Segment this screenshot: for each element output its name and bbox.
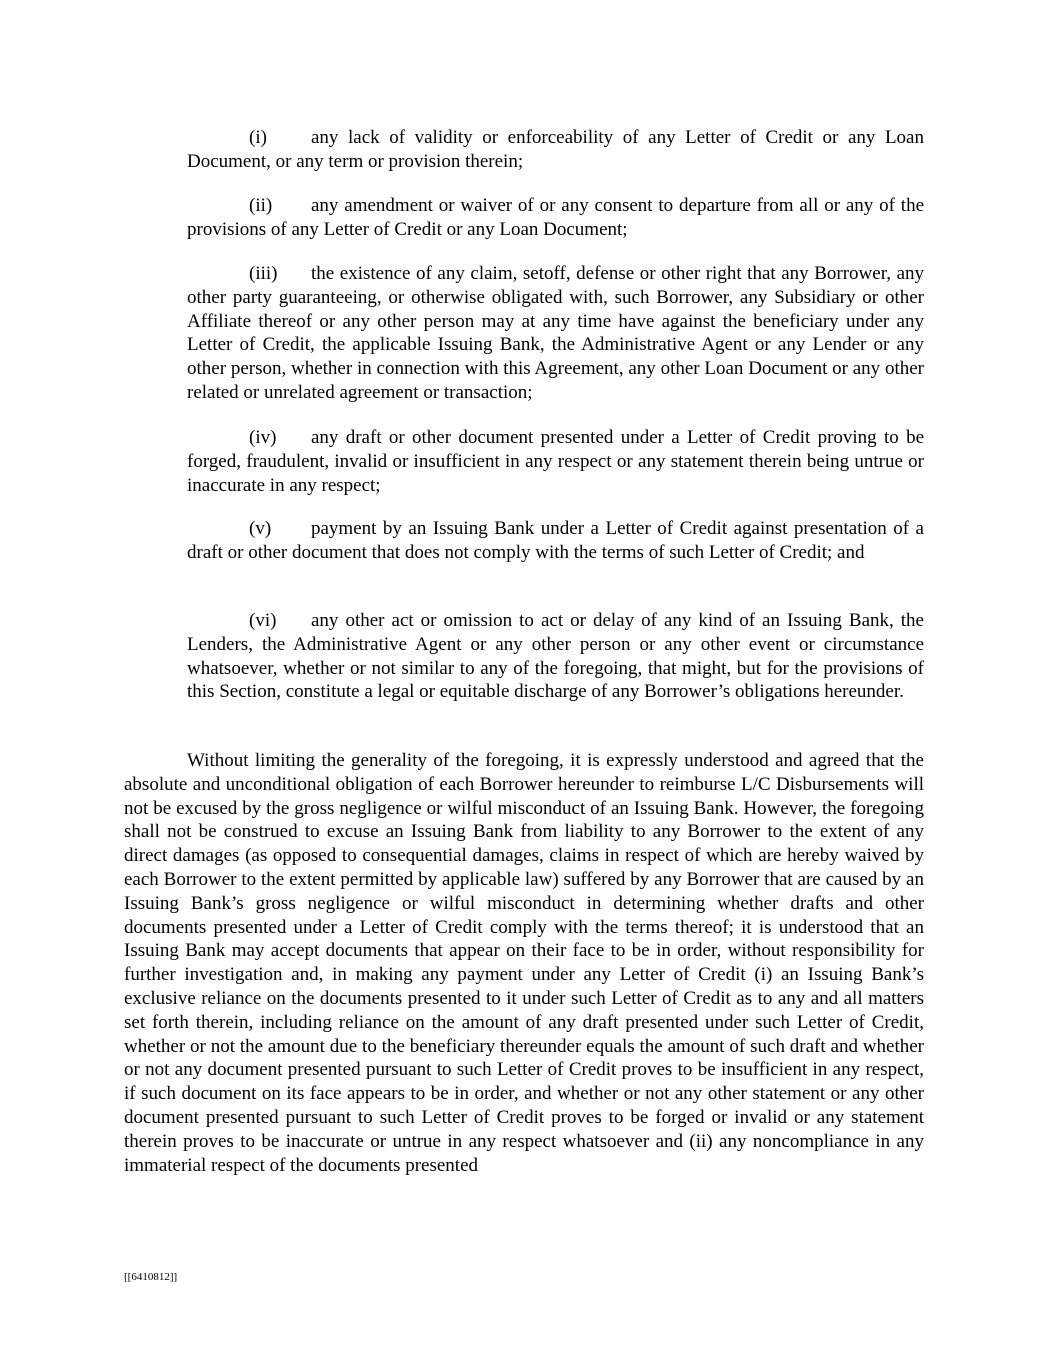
clause-text: any amendment or waiver of or any consent to departure from all or any of the provisions of any Letter of Credit or any Loan Document;	[187, 195, 924, 240]
clause-number: (v)	[249, 518, 272, 539]
clause-vi	[187, 609, 924, 704]
clause-iii	[187, 262, 924, 405]
clause-text: any other act or omission to act or delay of any kind of an Issuing Bank, the Lenders, the Administrative Agent or any other person or any other event or circumstance whatsoever, whether or not similar to any of the foregoing, that might, but for the provisions of this Section, constitute a legal or equitable discharge of any Borrower’s obligations hereunder.	[187, 610, 924, 703]
clause-number: (iii)	[249, 263, 278, 284]
clause-text: any draft or other document presented under a Letter of Credit proving to be forged, fraudulent, invalid or insufficient in any respect or any statement therein being untrue or inaccurate in any respect;	[187, 427, 924, 496]
clause-ii	[187, 194, 924, 242]
clause-number: (iv)	[249, 427, 277, 448]
clause-text: any lack of validity or enforceability of any Letter of Credit or any Loan Document, or any term or provision therein;	[187, 127, 924, 172]
clause-number: (vi)	[249, 610, 277, 631]
clause-text: the existence of any claim, setoff, defense or other right that any Borrower, any other party guaranteeing, or otherwise obligated with, such Borrower, any Subsidiary or other Affiliate thereof or any other person may at any time have against the beneficiary under any Letter of Credit, the applicable Issuing Bank, the Administrative Agent or any Lender or any other person, whether in connection with this Agreement, any other Loan Document or any other related or unrelated agreement or transaction;	[187, 263, 924, 403]
clause-text: payment by an Issuing Bank under a Letter of Credit against presentation of a draft or other document that does not comply with the terms of such Letter of Credit; and	[187, 518, 924, 563]
clause-i	[187, 126, 924, 174]
clause-iv	[187, 426, 924, 497]
body-paragraph: Without limiting the generality of the foregoing, it is expressly understood and agreed that the absolute and unconditional obligation of each Borrower hereunder to reimburse L/C Disbursements will not be excused by the gross negligence or wilful misconduct of an Issuing Bank. However, the foregoing shall not be construed to excuse an Issuing Bank from liability to any Borrower to the extent of any direct damages (as opposed to consequential damages, claims in respect of which are hereby waived by each Borrower to the extent permitted by applicable law) suffered by any Borrower that are caused by an Issuing Bank’s gross negligence or wilful misconduct in determining whether drafts and other documents presented under a Letter of Credit comply with the terms thereof; it is understood that an Issuing Bank may accept documents that appear on their face to be in order, without responsibility for further investigation and, in making any payment under any Letter of Credit (i) an Issuing Bank’s exclusive reliance on the documents presented to it under such Letter of Credit as to any and all matters set forth therein, including reliance on the amount of any draft presented under such Letter of Credit, whether or not the amount due to the beneficiary thereunder equals the amount of such draft and whether or not any document presented pursuant to such Letter of Credit proves to be insufficient in any respect, if such document on its face appears to be in order, and whether or not any other statement or any other document presented pursuant to such Letter of Credit proves to be forged or invalid or any statement therein proves to be inaccurate or untrue in any respect whatsoever and (ii) any noncompliance in any immaterial respect of the documents presented	[124, 750, 924, 1176]
clause-number: (ii)	[249, 195, 273, 216]
clause-v	[187, 517, 924, 565]
clause-number: (i)	[249, 127, 267, 148]
footer-doc-id: [[6410812]]	[124, 1271, 178, 1283]
